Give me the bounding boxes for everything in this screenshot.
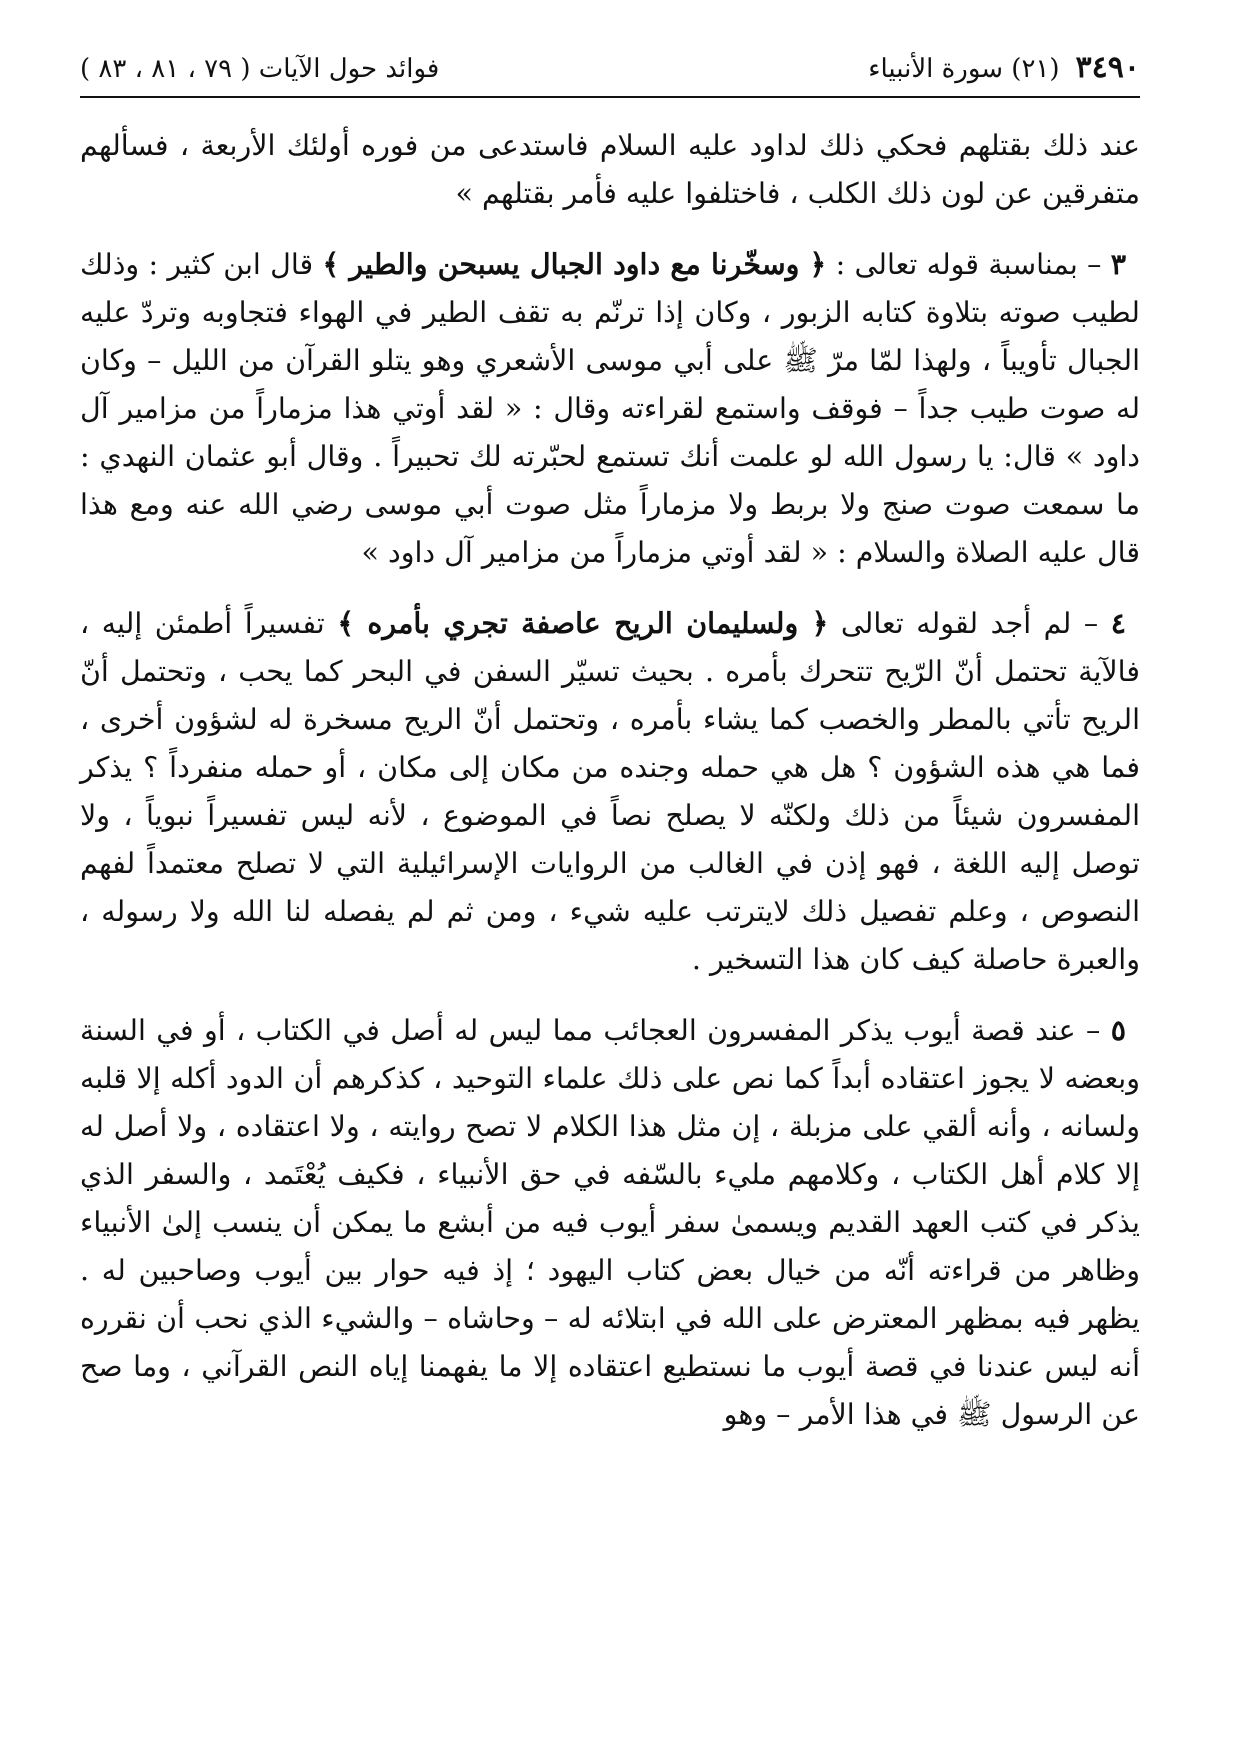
paragraph-text: عند ذلك بقتلهم فحكي ذلك لداود عليه السلام فاستدعى من فوره أولئك الأربعة ، فسألهم متفرقين عن لون ذلك الكلب ، فاختلفوا عليه فأمر بقتلهم » [80,129,1140,210]
surah-title: (٢١) سورة الأنبياء [868,54,1060,84]
paragraph-text: تفسيراً أطمئن إليه ، فالآية تحتمل أنّ الرّيح تتحرك بأمره . بحيث تسيّر السفن في البحر كما يحب ، وتحتمل أنّ الريح تأتي بالمطر والخصب كما يشاء بأمره ، وتحتمل أنّ الريح مسخرة له لشؤون أخرى ، فما هي هذه الشؤون ؟ هل هي حمله وجنده من مكان إلى مكان ، أو حمله منفرداً ؟ يذكر المفسرون شيئاً من ذلك ولكنّه لا يصلح نصاً في الموضوع ، لأنه ليس تفسيراً نبوياً ، ولا توصل إليه اللغة ، فهو إذن في الغالب من الروايات الإسرائيلية التي لا تصلح معتمداً لفهم النصوص ، وعلم تفصيل ذلك لايترتب عليه شيء ، ومن ثم لم يفصله لنا الله ولا رسوله ، والعبرة حاصلة كيف كان هذا التسخير . [80,607,1140,976]
paragraph-number: ٣ [1110,247,1127,281]
paragraph-intro: – لم أجد لقوله تعالى [840,607,1099,640]
page-header [80,50,1140,98]
paragraph [80,240,1140,577]
paragraph [80,1006,1140,1439]
quran-verse: ﴿ ولسليمان الريح عاصفة تجري بأمره ﴾ [337,606,829,640]
paragraph-text: – عند قصة أيوب يذكر المفسرون العجائب مما ليس له أصل في الكتاب ، أو في السنة وبعضه لا يجوز اعتقاده أبداً كما نص على ذلك علماء التوحيد ، كذكرهم أن الدود أكله إلا قلبه ولسانه ، وأنه ألقي على مزبلة ، إن مثل هذا الكلام لا تصح روايته ، ولا اعتقاده ، ولا أصل له إلا كلام أهل الكتاب ، وكلامهم مليء بالسّفه في حق الأنبياء ، فكيف يُعْتَمد ، والسفر الذي يذكر في كتب العهد القديم ويسمىٰ سفر أيوب فيه من أبشع ما يمكن أن ينسب إلىٰ الأنبياء وظاهر من قراءته أنّه من خيال بعض كتاب اليهود ؛ إذ فيه حوار بين أيوب وصاحبين له . يظهر فيه بمظهر المعترض على الله في ابتلائه له – وحاشاه – والشيء الذي نحب أن نقرره أنه ليس عندنا في قصة أيوب ما نستطيع اعتقاده إلا ما يفهمنا إياه النص القرآني ، وما صح عن الرسول ﷺ في هذا الأمر – وهو [80,1014,1140,1431]
paragraph [80,122,1140,218]
paragraph [80,599,1140,984]
header-right [868,50,1140,85]
page-number: ٣٤٩٠ [1075,50,1140,85]
document-page [80,50,1140,1710]
page-body [80,122,1140,1439]
quran-verse: ﴿ وسخّرنا مع داود الجبال يسبحن والطير ﴾ [322,247,827,281]
paragraph-number: ٥ [1110,1013,1126,1047]
paragraph-intro: – بمناسبة قوله تعالى : [835,248,1102,281]
paragraph-number: ٤ [1110,606,1127,640]
paragraph-text: قال ابن كثير : وذلك لطيب صوته بتلاوة كتابه الزبور ، وكان إذا ترنّم به تقف الطير في الهواء فتجاوبه وتردّ عليه الجبال تأويباً ، ولهذا لمّا مرّ ﷺ على أبي موسى الأشعري وهو يتلو القرآن من الليل – وكان له صوت طيب جداً – فوقف واستمع لقراءته وقال : « لقد أوتي هذا مزماراً من مزامير آل داود » قال: يا رسول الله لو علمت أنك تستمع لحبّرته لك تحبيراً . وقال أبو عثمان النهدي : ما سمعت صوت صنج ولا بربط ولا مزماراً مثل صوت أبي موسى رضي الله عنه ومع هذا قال عليه الصلاة والسلام : « لقد أوتي مزماراً من مزامير آل داود » [80,248,1141,569]
section-title: فوائد حول الآيات ( ٧٩ ، ٨١ ، ٨٣ ) [80,54,440,84]
